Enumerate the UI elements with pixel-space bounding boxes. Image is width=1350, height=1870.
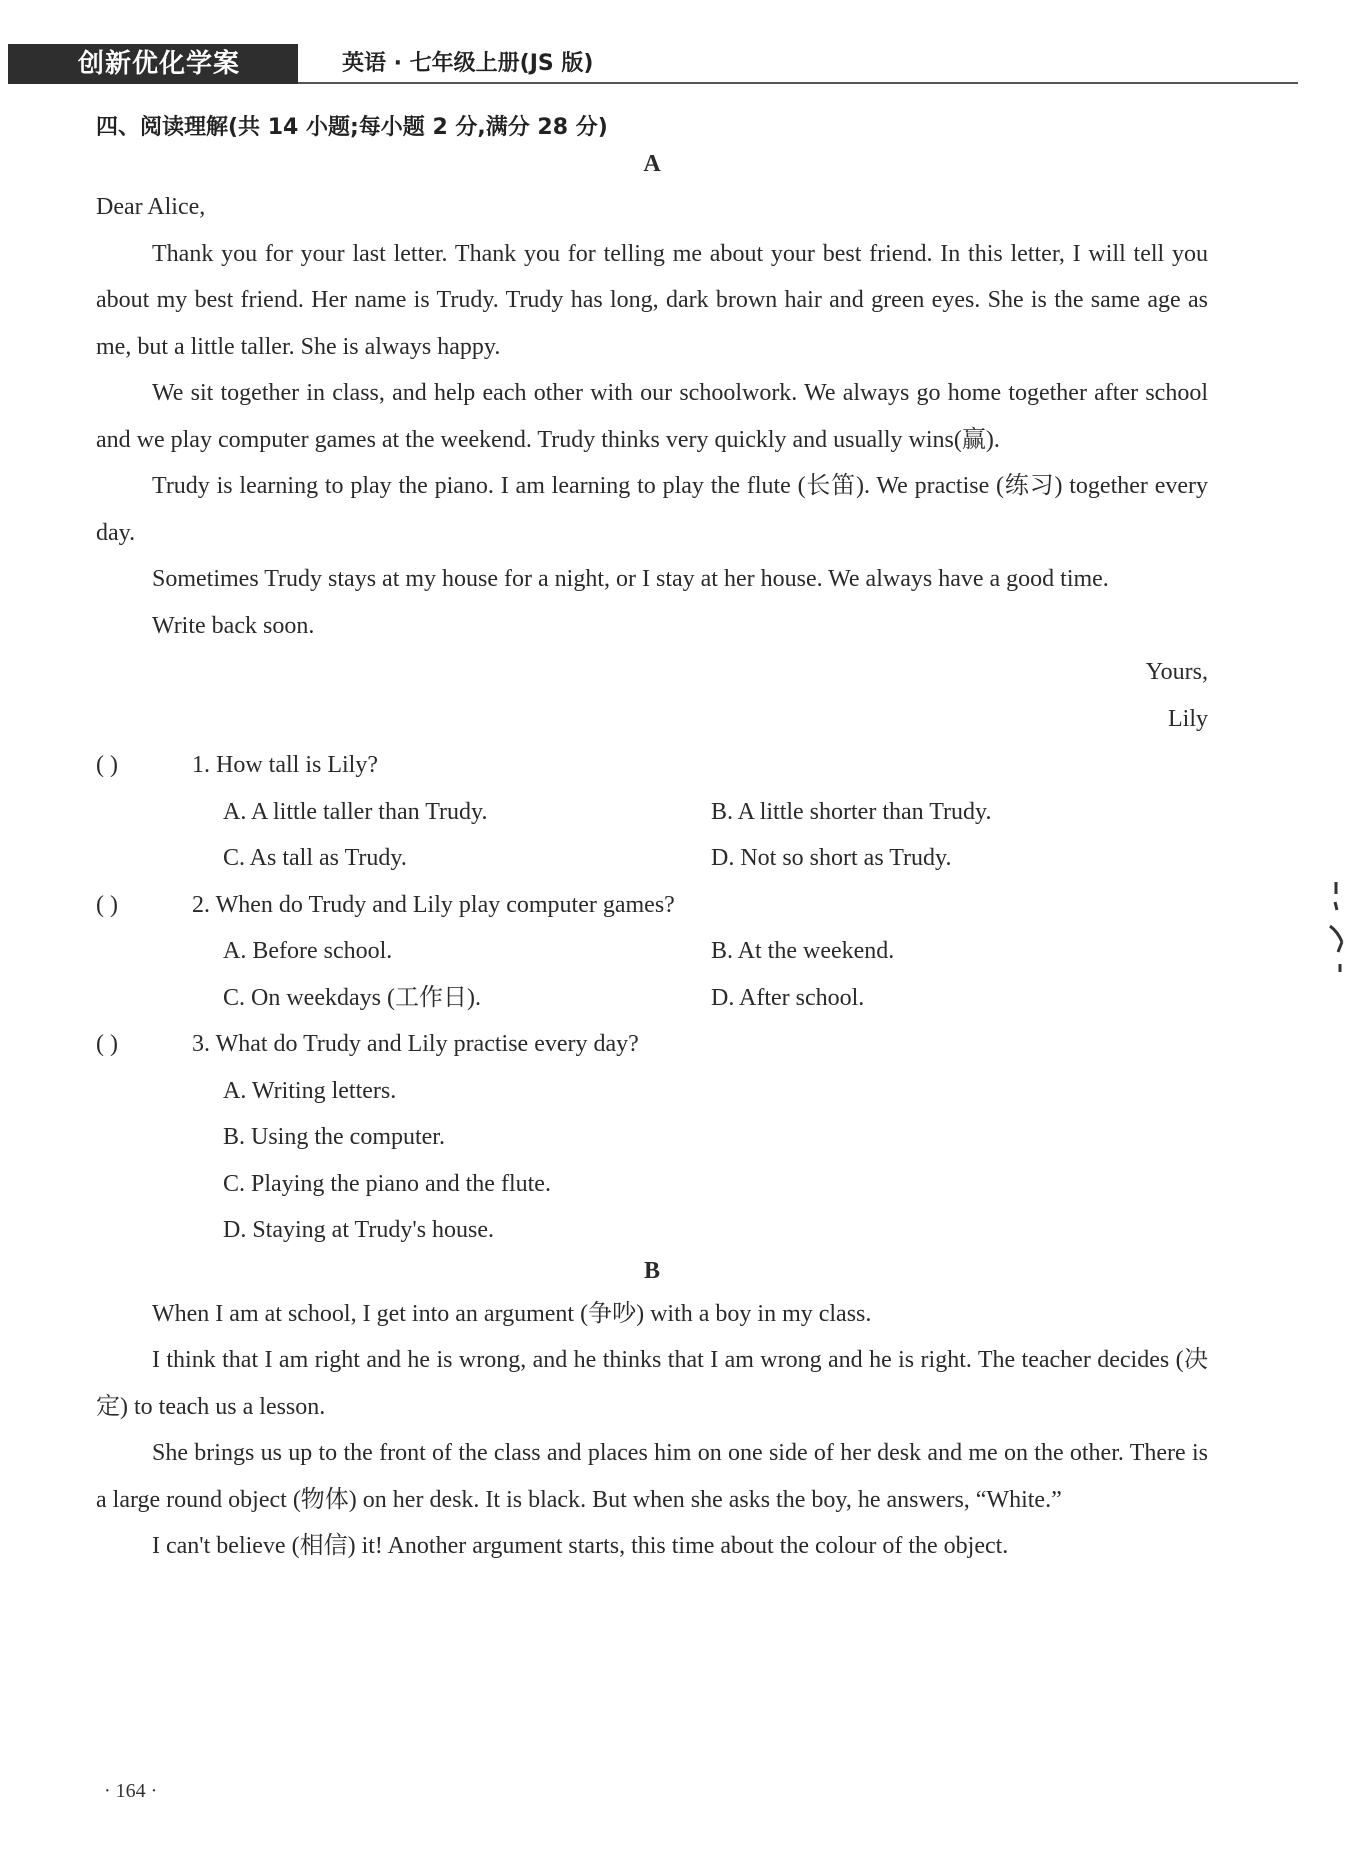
q3-option-d: D. Staying at Trudy's house. — [223, 1217, 495, 1243]
margin-ink-mark-icon — [1326, 880, 1346, 980]
q1-option-d: D. Not so short as Trudy. — [711, 845, 952, 871]
q2-option-b: B. At the weekend. — [711, 938, 895, 964]
passage-a-paragraph-3: Trudy is learning to play the piano. I am learning to play the flute (长笛). We practise (练习) together every day. — [96, 473, 1208, 546]
page-header — [8, 44, 1298, 84]
letter-closing: Yours, — [1145, 659, 1208, 685]
passage-b-paragraph-2: I think that I am right and he is wrong, and he thinks that I am wrong and he is right. The teacher decides (决定) to teach us a lesson. — [96, 1347, 1208, 1420]
letter-salutation: Dear Alice, — [96, 194, 206, 220]
letter-signature: Lily — [1168, 705, 1208, 732]
passage-a-paragraph-2: We sit together in class, and help each other with our schoolwork. We always go home together after school and we play computer games at the weekend. Trudy thinks very quickly and usually wins(赢). — [96, 380, 1208, 453]
question-3-options — [96, 1068, 1208, 1254]
q3-option-c: C. Playing the piano and the flute. — [223, 1170, 551, 1197]
q1-option-b: B. A little shorter than Trudy. — [711, 798, 992, 825]
passage-a-paragraph-1: Thank you for your last letter. Thank you for telling me about your best friend. In this letter, I will tell you about my best friend. Her name is Trudy. Trudy has long, dark brown hair and green eyes. She is the same age as me, but a little taller. She is always happy. — [96, 240, 1208, 360]
q3-option-b: B. Using the computer. — [223, 1124, 445, 1150]
answer-blank-1[interactable]: ( ) — [96, 752, 118, 778]
page-body — [96, 110, 1208, 1570]
question-1-options — [96, 789, 1208, 882]
page-number: · 164 · — [104, 1780, 158, 1802]
passage-b-paragraph-4: I can't believe (相信) it! Another argument starts, this time about the colour of the object. — [152, 1533, 1009, 1559]
passage-a-label: A — [643, 151, 661, 177]
passage-a-paragraph-5: Write back soon. — [152, 612, 315, 639]
q2-option-c: C. On weekdays (工作日). — [223, 984, 481, 1011]
q3-option-a: A. Writing letters. — [223, 1077, 397, 1104]
question-3 — [96, 1021, 1208, 1068]
q2-option-d: D. After school. — [711, 984, 865, 1011]
question-2-options — [96, 928, 1208, 1021]
book-brand-logo: 创新优化学案 — [8, 44, 298, 84]
header-rule — [298, 82, 1298, 84]
question-1 — [96, 742, 1208, 789]
section-title: 四、阅读理解(共 14 小题;每小题 2 分,满分 28 分) — [96, 115, 608, 140]
passage-b-paragraph-1: When I am at school, I get into an argument (争吵) with a boy in my class. — [152, 1300, 872, 1327]
answer-blank-3[interactable]: ( ) — [96, 1031, 118, 1057]
q1-option-c: C. As tall as Trudy. — [223, 845, 407, 871]
passage-b-label: B — [643, 1257, 660, 1284]
q2-option-a: A. Before school. — [223, 938, 393, 964]
q1-option-a: A. A little taller than Trudy. — [223, 798, 488, 825]
passage-b-paragraph-3: She brings us up to the front of the class and places him on one side of her desk and me on the other. There is a large round object (物体) on her desk. It is black. But when she asks the boy, he answers, “White.” — [96, 1440, 1208, 1513]
book-title: 英语 · 七年级上册(JS 版) — [342, 51, 594, 76]
question-3-text: 3. What do Trudy and Lily practise every day? — [192, 1031, 639, 1057]
question-1-text: 1. How tall is Lily? — [192, 752, 378, 778]
question-2-text: 2. When do Trudy and Lily play computer games? — [192, 891, 675, 918]
question-2 — [96, 882, 1208, 929]
answer-blank-2[interactable]: ( ) — [96, 891, 118, 918]
passage-a-paragraph-4: Sometimes Trudy stays at my house for a night, or I stay at her house. We always have a good time. — [152, 566, 1109, 592]
